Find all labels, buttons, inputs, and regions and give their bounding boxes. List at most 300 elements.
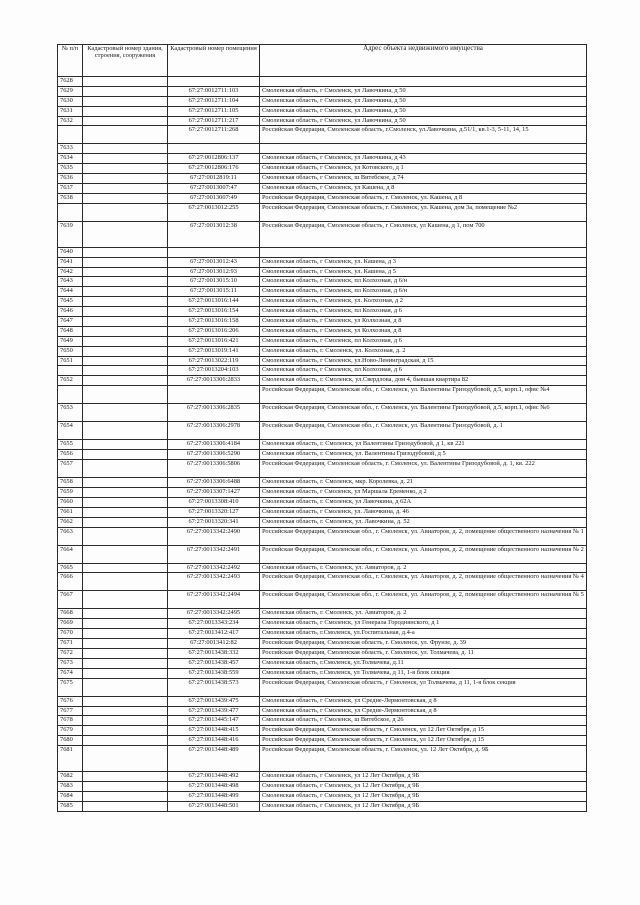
property-registry-table — [57, 44, 587, 812]
row-number: 7631 — [58, 106, 83, 116]
building-cadastral-cell — [83, 184, 168, 194]
building-cadastral-cell — [83, 716, 168, 726]
table-row — [58, 573, 587, 591]
table-row — [58, 706, 587, 716]
premise-cadastral-cell: 67:27:0013438:332 — [168, 648, 260, 658]
building-cadastral-cell — [83, 77, 168, 87]
address-cell: Смоленская область, г Смоленск, ул. Кашена, д 5 — [260, 267, 587, 277]
table-row — [58, 527, 587, 545]
premise-cadastral-cell: 67:27:0013307:1427 — [168, 487, 260, 497]
premise-cadastral-cell: 67:27:0012711:217 — [168, 116, 260, 126]
building-cadastral-cell — [83, 106, 168, 116]
address-cell: Смоленская область, г. Смоленск, ул. Колхозная, д. 2 — [260, 346, 587, 356]
table-row — [58, 174, 587, 184]
row-number: 7665 — [58, 563, 83, 573]
table-row — [58, 96, 587, 106]
row-number: 7651 — [58, 356, 83, 366]
address-cell: Смоленская область, г Смоленск, ул Колхозная, д 8 — [260, 326, 587, 336]
premise-cadastral-cell: 67:27:0013306:5806 — [168, 460, 260, 478]
table-row — [58, 678, 587, 696]
address-cell: Смоленская область, г Смоленск, ул Маршала Еременко, д 2 — [260, 487, 587, 497]
premise-cadastral-cell: 67:27:0013438:559 — [168, 668, 260, 678]
premise-cadastral-cell: 67:27:0013016:144 — [168, 297, 260, 307]
address-cell: Смоленская область, г.Смоленск, ул Толмачева, д 11, 1-я блок секция — [260, 668, 587, 678]
building-cadastral-cell — [83, 267, 168, 277]
premise-cadastral-cell: 67:27:0013342:2494 — [168, 591, 260, 609]
premise-cadastral-cell: 67:27:0012806:176 — [168, 164, 260, 174]
row-number: 7630 — [58, 96, 83, 106]
premise-cadastral-cell: 67:27:0013007:47 — [168, 184, 260, 194]
building-cadastral-cell — [83, 517, 168, 527]
table-row — [58, 517, 587, 527]
row-number: 7663 — [58, 527, 83, 545]
row-number: 7679 — [58, 726, 83, 736]
address-cell: Смоленская область, г Смоленск, пл Колхозная, д 6 — [260, 336, 587, 346]
row-number: 7634 — [58, 154, 83, 164]
address-cell: Смоленская область, г. Смоленск, ул. Валентины Гризодубовой, д 5 — [260, 450, 587, 460]
table-row — [58, 386, 587, 404]
row-number: 7632 — [58, 116, 83, 126]
row-number: 7667 — [58, 591, 83, 609]
address-cell: Смоленская область, г. Смоленск, ул. Авиаторов, д. 2 — [260, 563, 587, 573]
table-row — [58, 440, 587, 450]
premise-cadastral-cell: 67:27:0013016:154 — [168, 307, 260, 317]
table-row — [58, 287, 587, 297]
premise-cadastral-cell: 67:27:0013016:421 — [168, 336, 260, 346]
address-cell: Российская Федерация, Смоленская область, г. Смоленск, ул. 12 Лет Октября, д. 9Б — [260, 746, 587, 772]
address-cell: Смоленская область, г Смоленск, ул 12 Лет Октября, д 9Б — [260, 781, 587, 791]
address-cell: Российская Федерация, Смоленская область, г.Смоленск, ул.Лавочкина, д.51/1, кв.1-3, 5-11, 14, 15 — [260, 126, 587, 144]
address-cell: Смоленская область, г Смоленск, пл Колхозная, д 6 — [260, 307, 587, 317]
address-cell: Российская Федерация, Смоленская область, г Смоленск, ул 12 Лет Октября, д 15 — [260, 736, 587, 746]
premise-cadastral-cell: 67:27:0013306:6488 — [168, 478, 260, 488]
address-cell: Смоленская область, г. Смоленск, ул Валентины Гризодубовой, д 1, кв 221 — [260, 440, 587, 450]
row-number: 7656 — [58, 450, 83, 460]
address-cell: Смоленская область, г.Смоленск, ул.Госпитальная, д.4-а — [260, 629, 587, 639]
premise-cadastral-cell: 67:27:0012711:104 — [168, 96, 260, 106]
row-number: 7629 — [58, 86, 83, 96]
building-cadastral-cell — [83, 287, 168, 297]
row-number: 7682 — [58, 772, 83, 782]
building-cadastral-cell — [83, 422, 168, 440]
building-cadastral-cell — [83, 487, 168, 497]
building-cadastral-cell — [83, 440, 168, 450]
premise-cadastral-cell: 67:27:0013448:498 — [168, 781, 260, 791]
address-cell: Смоленская область, г Смоленск, ул Средне-Лермонтовская, д 8 — [260, 706, 587, 716]
address-cell: Российская Федерация, Смоленская обл., г. Смоленск, ул. Валентины Гризодубовой, д. 1 — [260, 422, 587, 440]
building-cadastral-cell — [83, 336, 168, 346]
premise-cadastral-cell: 67:27:0013022:119 — [168, 356, 260, 366]
premise-cadastral-cell: 67:27:0013439:475 — [168, 696, 260, 706]
table-row — [58, 781, 587, 791]
row-number — [58, 203, 83, 221]
table-row — [58, 116, 587, 126]
address-cell: Российская Федерация, Смоленская область, г Смоленск, ул 12 Лет Октября, д 15 — [260, 726, 587, 736]
table-row — [58, 257, 587, 267]
address-cell: Смоленская область, г Смоленск, пл Колхозная, д 6/н — [260, 287, 587, 297]
table-row — [58, 193, 587, 203]
address-cell: Смоленская область, г. Смоленск, ул.Свердлова, дом 4, бывшая квартира 82 — [260, 376, 587, 386]
address-cell: Смоленская область, г Смоленск, ул.Ново-Ленинградская, д 15 — [260, 356, 587, 366]
address-cell: Российская Федерация, Смоленская обл., г. Смоленск, ул. Валентины Гризодубовой, д.5, корп.1, офис №4 — [260, 386, 587, 404]
premise-cadastral-cell: 67:27:0012711:105 — [168, 106, 260, 116]
building-cadastral-cell — [83, 629, 168, 639]
premise-cadastral-cell: 67:27:0013306:4184 — [168, 440, 260, 450]
address-cell: Смоленская область, г. Смоленск, ул. Авиаторов, д. 2 — [260, 609, 587, 619]
building-cadastral-cell — [83, 648, 168, 658]
address-cell: Смоленская область, г Смоленск, ш Витебское, д 26 — [260, 716, 587, 726]
table-row — [58, 404, 587, 422]
table-row — [58, 77, 587, 87]
address-cell: Российская Федерация, Смоленская обл., г. Смоленск, ул. Авиаторов, д. 2, помещение общественного назначения № 4 — [260, 573, 587, 591]
building-cadastral-cell — [83, 376, 168, 386]
table-row — [58, 126, 587, 144]
row-number: 7685 — [58, 801, 83, 811]
premise-cadastral-cell: 67:27:0013342:2491 — [168, 545, 260, 563]
premise-cadastral-cell: 67:27:0013342:2493 — [168, 573, 260, 591]
row-number: 7684 — [58, 791, 83, 801]
header-number: № п/п — [58, 45, 83, 77]
address-cell: Смоленская область, г. Смоленск, ул Лавочкина, д 62А — [260, 497, 587, 507]
premise-cadastral-cell: 67:27:0013012:38 — [168, 221, 260, 247]
building-cadastral-cell — [83, 154, 168, 164]
row-number: 7646 — [58, 307, 83, 317]
address-cell — [260, 144, 587, 154]
row-number: 7635 — [58, 164, 83, 174]
table-row — [58, 356, 587, 366]
address-cell: Российская Федерация, Смоленская область, г. Смоленск, ул. Фрунзе, д. 39 — [260, 639, 587, 649]
address-cell: Российская Федерация, Смоленская область, г. Смоленск, ул. Кашена, д 8 — [260, 193, 587, 203]
premise-cadastral-cell: 67:27:0013448:501 — [168, 801, 260, 811]
row-number — [58, 366, 83, 376]
premise-cadastral-cell: 67:27:0013016:158 — [168, 317, 260, 327]
table-row — [58, 307, 587, 317]
row-number: 7671 — [58, 639, 83, 649]
building-cadastral-cell — [83, 497, 168, 507]
premise-cadastral-cell: 67:27:0013448:492 — [168, 772, 260, 782]
building-cadastral-cell — [83, 527, 168, 545]
building-cadastral-cell — [83, 678, 168, 696]
premise-cadastral-cell: 67:27:0013412:82 — [168, 639, 260, 649]
premise-cadastral-cell: 67:27:0013320:127 — [168, 507, 260, 517]
table-row — [58, 801, 587, 811]
building-cadastral-cell — [83, 317, 168, 327]
table-row — [58, 144, 587, 154]
table-row — [58, 460, 587, 478]
building-cadastral-cell — [83, 164, 168, 174]
table-row — [58, 336, 587, 346]
premise-cadastral-cell: 67:27:0013016:206 — [168, 326, 260, 336]
premise-cadastral-cell — [168, 77, 260, 87]
address-cell: Смоленская область, г Смоленск, пл Колхозная, д 6/н — [260, 277, 587, 287]
row-number: 7664 — [58, 545, 83, 563]
table-row — [58, 648, 587, 658]
row-number: 7652 — [58, 376, 83, 386]
row-number: 7658 — [58, 478, 83, 488]
building-cadastral-cell — [83, 257, 168, 267]
row-number: 7641 — [58, 257, 83, 267]
address-cell: Смоленская область, г. Смоленск, мкр. Королевка, д. 21 — [260, 478, 587, 488]
table-row — [58, 497, 587, 507]
premise-cadastral-cell: 67:27:0013019:141 — [168, 346, 260, 356]
building-cadastral-cell — [83, 144, 168, 154]
building-cadastral-cell — [83, 658, 168, 668]
row-number — [58, 126, 83, 144]
row-number: 7672 — [58, 648, 83, 658]
building-cadastral-cell — [83, 174, 168, 184]
address-cell: Российская Федерация, Смоленская обл., г. Смоленск, ул. Авиаторов, д. 2, помещение общественного назначения № 2 — [260, 545, 587, 563]
building-cadastral-cell — [83, 277, 168, 287]
address-cell: Российская Федерация, Смоленская область, г. Смоленск, ул. Толмачева, д. 11 — [260, 648, 587, 658]
row-number: 7666 — [58, 573, 83, 591]
row-number: 7639 — [58, 221, 83, 247]
premise-cadastral-cell: 67:27:0013342:2495 — [168, 609, 260, 619]
building-cadastral-cell — [83, 801, 168, 811]
row-number: 7640 — [58, 247, 83, 257]
premise-cadastral-cell: 67:27:0013438:457 — [168, 658, 260, 668]
building-cadastral-cell — [83, 247, 168, 257]
row-number: 7655 — [58, 440, 83, 450]
row-number: 7650 — [58, 346, 83, 356]
building-cadastral-cell — [83, 307, 168, 317]
premise-cadastral-cell: 67:27:0013448:489 — [168, 746, 260, 772]
address-cell: Смоленская область, г Смоленск, ул Лавочкина, д 50 — [260, 96, 587, 106]
address-cell: Смоленская область, г Смоленск, ул Генерала Городнянского, д 1 — [260, 619, 587, 629]
row-number: 7675 — [58, 678, 83, 696]
table-row — [58, 366, 587, 376]
premise-cadastral-cell: 67:27:0013448:416 — [168, 736, 260, 746]
row-number: 7683 — [58, 781, 83, 791]
address-cell: Смоленская область, г Смоленск, ул Лавочкина, д 43 — [260, 154, 587, 164]
building-cadastral-cell — [83, 478, 168, 488]
address-cell: Смоленская область, г Смоленск, ул Лавочкина, д 50 — [260, 116, 587, 126]
table-row — [58, 317, 587, 327]
row-number: 7637 — [58, 184, 83, 194]
address-cell: Смоленская область, г Смоленск, ул 12 Лет Октября, д 9Б — [260, 791, 587, 801]
table-row — [58, 591, 587, 609]
building-cadastral-cell — [83, 545, 168, 563]
building-cadastral-cell — [83, 609, 168, 619]
address-cell: Смоленская область, г Смоленск, ул. Колхозная, д 2 — [260, 297, 587, 307]
row-number: 7659 — [58, 487, 83, 497]
address-cell: Российская Федерация, Смоленская область, г. Смоленск, ул. Кашена, дом 3а, помещение №2 — [260, 203, 587, 221]
row-number: 7678 — [58, 716, 83, 726]
premise-cadastral-cell: 67:27:0013306:2835 — [168, 404, 260, 422]
table-row — [58, 346, 587, 356]
table-row — [58, 422, 587, 440]
premise-cadastral-cell: 67:27:0012711:103 — [168, 86, 260, 96]
premise-cadastral-cell: 67:27:0013015:10 — [168, 277, 260, 287]
table-row — [58, 563, 587, 573]
premise-cadastral-cell: 67:27:0012819:11 — [168, 174, 260, 184]
table-row — [58, 376, 587, 386]
row-number: 7662 — [58, 517, 83, 527]
building-cadastral-cell — [83, 450, 168, 460]
building-cadastral-cell — [83, 346, 168, 356]
row-number: 7674 — [58, 668, 83, 678]
premise-cadastral-cell: 67:27:0013012:255 — [168, 203, 260, 221]
row-number: 7642 — [58, 267, 83, 277]
building-cadastral-cell — [83, 126, 168, 144]
address-cell — [260, 247, 587, 257]
row-number: 7660 — [58, 497, 83, 507]
building-cadastral-cell — [83, 706, 168, 716]
address-cell: Смоленская область, г Смоленск, пл Колхозная, д 6 — [260, 366, 587, 376]
table-row — [58, 487, 587, 497]
address-cell: Смоленская область, г Смоленск, ш Витебское, д 74 — [260, 174, 587, 184]
building-cadastral-cell — [83, 193, 168, 203]
building-cadastral-cell — [83, 563, 168, 573]
premise-cadastral-cell: 67:27:0013320:341 — [168, 517, 260, 527]
premise-cadastral-cell: 67:27:0013015:11 — [168, 287, 260, 297]
table-row — [58, 297, 587, 307]
address-cell: Смоленская область, г Смоленск, ул 12 Лет Октября, д 9Б — [260, 772, 587, 782]
building-cadastral-cell — [83, 203, 168, 221]
address-cell: Смоленская область, г Смоленск, ул. Кашена, д 3 — [260, 257, 587, 267]
table-body — [58, 77, 587, 812]
address-cell: Смоленская область, г Смоленск, ул Средне-Лермонтовская, д 8 — [260, 696, 587, 706]
table-row — [58, 267, 587, 277]
premise-cadastral-cell: 67:27:0013306:2978 — [168, 422, 260, 440]
row-number: 7644 — [58, 287, 83, 297]
address-cell: Смоленская область, г Смоленск, ул. Лавочкина, д. 46 — [260, 507, 587, 517]
address-cell: Российская Федерация, Смоленская обл., г. Смоленск, ул. Авиаторов, д. 2, помещение общественного назначения № 5 — [260, 591, 587, 609]
building-cadastral-cell — [83, 507, 168, 517]
table-row — [58, 478, 587, 488]
premise-cadastral-cell: 67:27:0013308:410 — [168, 497, 260, 507]
table-row — [58, 221, 587, 247]
row-number: 7676 — [58, 696, 83, 706]
table-row — [58, 154, 587, 164]
building-cadastral-cell — [83, 726, 168, 736]
building-cadastral-cell — [83, 386, 168, 404]
building-cadastral-cell — [83, 297, 168, 307]
table-row — [58, 609, 587, 619]
premise-cadastral-cell: 67:27:0013438:573 — [168, 678, 260, 696]
premise-cadastral-cell: 67:27:0013448:499 — [168, 791, 260, 801]
header-address: Адрес объекта недвижимого имущества — [260, 45, 587, 77]
address-cell: Российская Федерация, Смоленская обл., г. Смоленск, ул. Авиаторов, д. 2, помещение общественного назначения № 1 — [260, 527, 587, 545]
row-number: 7681 — [58, 746, 83, 772]
building-cadastral-cell — [83, 668, 168, 678]
address-cell: Российская Федерация, Смоленская область, г Смоленск, ул Толмачева, д 11, 1-я блок секция — [260, 678, 587, 696]
premise-cadastral-cell: 67:27:0013342:2492 — [168, 563, 260, 573]
premise-cadastral-cell: 67:27:0013412:417 — [168, 629, 260, 639]
building-cadastral-cell — [83, 746, 168, 772]
address-cell: Смоленская область, г Смоленск, ул Котовского, д 1 — [260, 164, 587, 174]
building-cadastral-cell — [83, 591, 168, 609]
building-cadastral-cell — [83, 781, 168, 791]
table-header-row — [58, 45, 587, 77]
address-cell: Смоленская область, г Смоленск, ул Лавочкина, д 50 — [260, 106, 587, 116]
row-number: 7677 — [58, 706, 83, 716]
table-row — [58, 736, 587, 746]
building-cadastral-cell — [83, 573, 168, 591]
address-cell: Российская Федерация, Смоленская область, г Смоленск, ул Кашена, д 1, пом 700 — [260, 221, 587, 247]
premise-cadastral-cell: 67:27:0013306:2833 — [168, 376, 260, 386]
table-row — [58, 450, 587, 460]
premise-cadastral-cell: 67:27:0013007:49 — [168, 193, 260, 203]
header-building-cadastral: Кадастровый номер здания, строения, сооружения — [83, 45, 168, 77]
address-cell: Российская Федерация, Смоленская область, г. Смоленск, ул. Валентины Гризодубовой, д. 1, кв. 222 — [260, 460, 587, 478]
row-number: 7647 — [58, 317, 83, 327]
row-number: 7670 — [58, 629, 83, 639]
building-cadastral-cell — [83, 96, 168, 106]
premise-cadastral-cell: 67:27:0012806:137 — [168, 154, 260, 164]
row-number — [58, 386, 83, 404]
row-number: 7661 — [58, 507, 83, 517]
row-number: 7636 — [58, 174, 83, 184]
premise-cadastral-cell: 67:27:0013439:477 — [168, 706, 260, 716]
building-cadastral-cell — [83, 404, 168, 422]
address-cell: Смоленская область, г Смоленск, ул Кашена, д 8 — [260, 184, 587, 194]
address-cell: Смоленская область, г Смоленск, ул Колхозная, д 8 — [260, 317, 587, 327]
building-cadastral-cell — [83, 772, 168, 782]
table-row — [58, 545, 587, 563]
row-number: 7657 — [58, 460, 83, 478]
table-row — [58, 106, 587, 116]
premise-cadastral-cell: 67:27:0013448:415 — [168, 726, 260, 736]
premise-cadastral-cell: 67:27:0013204:103 — [168, 366, 260, 376]
premise-cadastral-cell — [168, 386, 260, 404]
table-row — [58, 86, 587, 96]
premise-cadastral-cell: 67:27:0013343:234 — [168, 619, 260, 629]
table-row — [58, 203, 587, 221]
table-row — [58, 507, 587, 517]
table-row — [58, 629, 587, 639]
table-row — [58, 164, 587, 174]
premise-cadastral-cell — [168, 247, 260, 257]
table-row — [58, 639, 587, 649]
table-row — [58, 726, 587, 736]
building-cadastral-cell — [83, 366, 168, 376]
table-row — [58, 184, 587, 194]
row-number: 7654 — [58, 422, 83, 440]
row-number: 7645 — [58, 297, 83, 307]
address-cell: Смоленская область, г Смоленск, ул Лавочкина, д 50 — [260, 86, 587, 96]
building-cadastral-cell — [83, 221, 168, 247]
building-cadastral-cell — [83, 791, 168, 801]
address-cell — [260, 77, 587, 87]
building-cadastral-cell — [83, 86, 168, 96]
address-cell: Смоленская область, г Смоленск, ул 12 Лет Октября, д 9Б — [260, 801, 587, 811]
address-cell: Смоленская область, г. Смоленск, ул. Лавочкина, д. 52 — [260, 517, 587, 527]
building-cadastral-cell — [83, 326, 168, 336]
premise-cadastral-cell: 67:27:0013342:2490 — [168, 527, 260, 545]
row-number: 7643 — [58, 277, 83, 287]
row-number: 7638 — [58, 193, 83, 203]
building-cadastral-cell — [83, 736, 168, 746]
premise-cadastral-cell: 67:27:0013445:147 — [168, 716, 260, 726]
table-row — [58, 668, 587, 678]
table-row — [58, 619, 587, 629]
premise-cadastral-cell — [168, 144, 260, 154]
row-number: 7628 — [58, 77, 83, 87]
table-row — [58, 658, 587, 668]
table-row — [58, 277, 587, 287]
header-premise-cadastral: Кадастровый номер помещения — [168, 45, 260, 77]
row-number: 7649 — [58, 336, 83, 346]
row-number: 7669 — [58, 619, 83, 629]
row-number: 7673 — [58, 658, 83, 668]
row-number: 7680 — [58, 736, 83, 746]
building-cadastral-cell — [83, 639, 168, 649]
building-cadastral-cell — [83, 116, 168, 126]
table-row — [58, 791, 587, 801]
address-cell: Смоленская область, г.Смоленск, ул.Толмачева, д.11 — [260, 658, 587, 668]
table-row — [58, 696, 587, 706]
premise-cadastral-cell: 67:27:0013306:5290 — [168, 450, 260, 460]
